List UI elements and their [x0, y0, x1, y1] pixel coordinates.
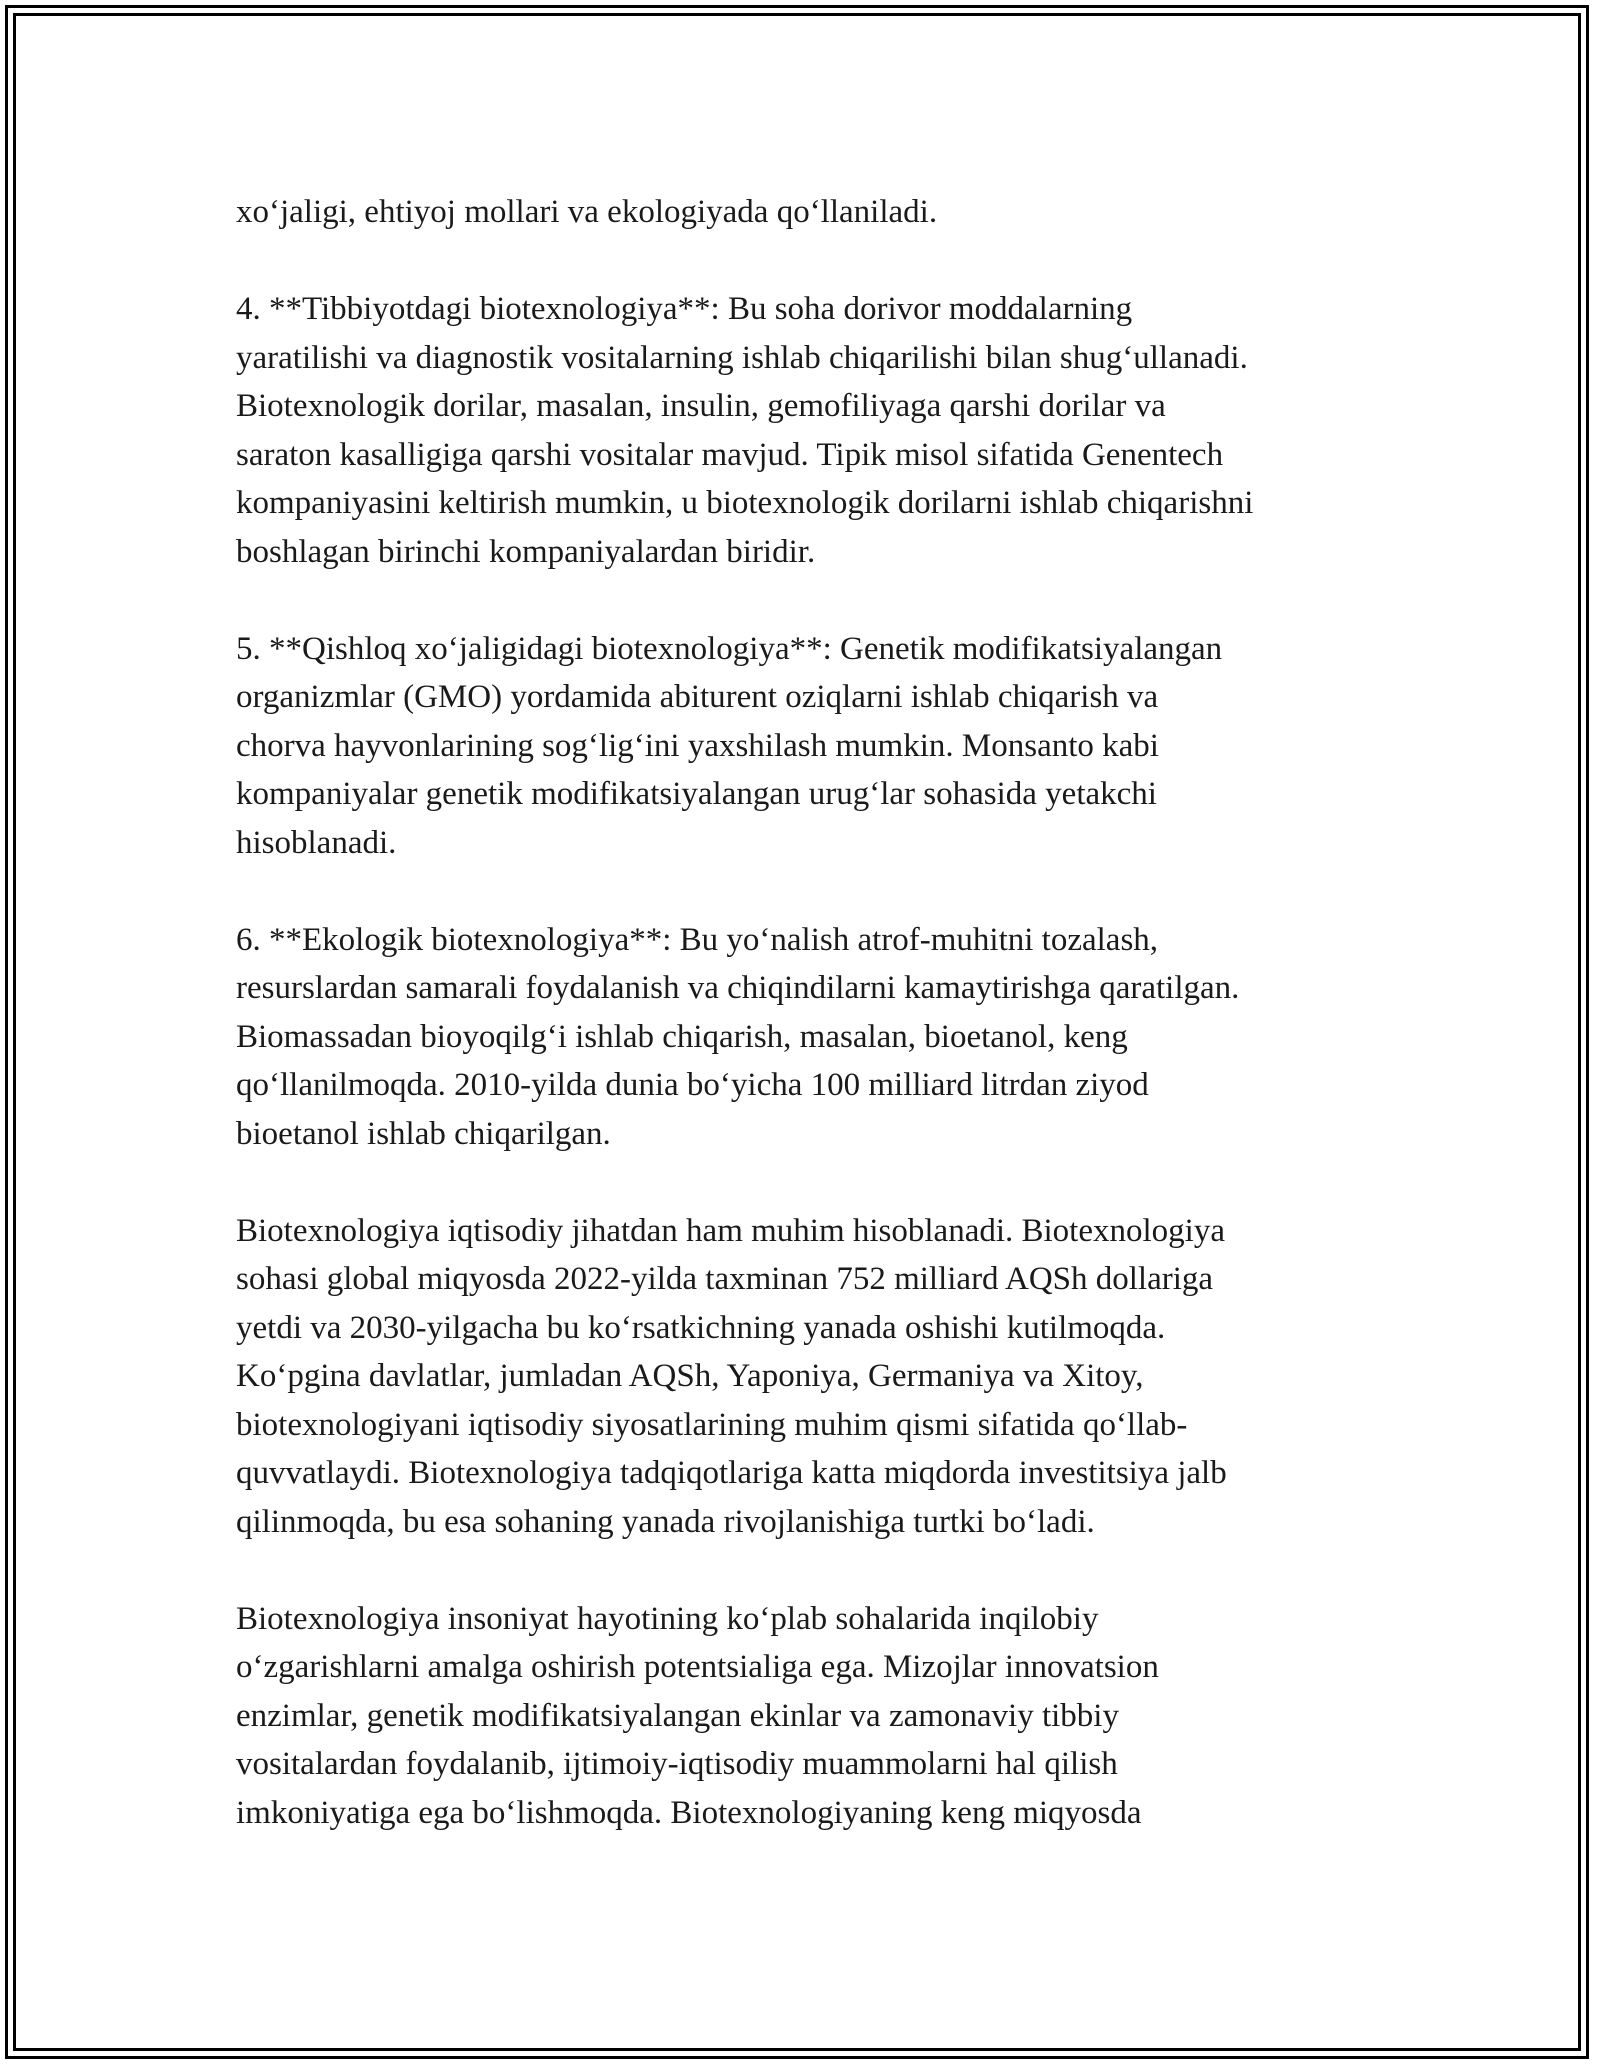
text-line: quvvatlaydi. Biotexnologiya tadqiqotlariga katta miqdorda investitsiya jalb — [236, 1455, 1227, 1491]
text-line: vositalardan foydalanib, ijtimoiy-iqtisodiy muammolarni hal qilish — [236, 1746, 1118, 1782]
text-line: enzimlar, genetik modifikatsiyalangan ekinlar va zamonaviy tibbiy — [236, 1697, 1119, 1734]
paragraph-conclusion — [236, 1595, 1366, 1838]
text-line: organizmlar (GMO) yordamida abiturent oziqlarni ishlab chiqarish va — [236, 679, 1159, 715]
text-line: kompaniyalar genetik modifikatsiyalangan urug‘lar sohasida yetakchi — [236, 776, 1157, 812]
text-line: biotexnologiyani iqtisodiy siyosatlarining muhim qismi sifatida qo‘llab- — [236, 1406, 1188, 1443]
text-line: yaratilishi va diagnostik vositalarning ishlab chiqarilishi bilan shug‘ullanadi. — [236, 339, 1248, 376]
text-line: bioetanol ishlab chiqarilgan. — [236, 1115, 611, 1152]
text-line: boshlagan birinchi kompaniyalardan biridir. — [236, 533, 816, 570]
text-line: o‘zgarishlarni amalga oshirish potentsialiga ega. Mizojlar innovatsion — [236, 1649, 1159, 1685]
paragraph-ecological-biotech — [236, 916, 1366, 1159]
text-line: hisoblanadi. — [236, 824, 397, 861]
text-line: xo‘jaligi, ehtiyoj mollari va ekologiyada qo‘llaniladi. — [236, 194, 938, 230]
paragraph-agricultural-biotech — [236, 625, 1366, 868]
text-line: yetdi va 2030-yilgacha bu ko‘rsatkichning yanada oshishi kutilmoqda. — [236, 1309, 1166, 1346]
text-line: 4. **Tibbiyotdagi biotexnologiya**: Bu soha dorivor moddalarning — [236, 291, 1133, 327]
text-line: Biomassadan bioyoqilg‘i ishlab chiqarish, masalan, bioetanol, keng — [236, 1018, 1128, 1055]
text-line: 6. **Ekologik biotexnologiya**: Bu yo‘nalish atrof-muhitni tozalash, — [236, 921, 1159, 958]
text-line: imkoniyatiga ega bo‘lishmoqda. Biotexnologiyaning keng miqyosda — [236, 1794, 1142, 1831]
text-line: Biotexnologik dorilar, masalan, insulin, gemofiliyaga qarshi dorilar va — [236, 388, 1166, 424]
text-line: Biotexnologiya iqtisodiy jihatdan ham muhim hisoblanadi. Biotexnologiya — [236, 1212, 1225, 1249]
text-line: qilinmoqda, bu esa sohaning yanada rivojlanishiga turtki bo‘ladi. — [236, 1503, 1095, 1540]
text-line: resurslardan samarali foydalanish va chiqindilarni kamaytirishga qaratilgan. — [236, 970, 1240, 1006]
text-line: chorva hayvonlarining sog‘lig‘ini yaxshilash mumkin. Monsanto kabi — [236, 727, 1159, 764]
text-line: Ko‘pgina davlatlar, jumladan AQSh, Yaponiya, Germaniya va Xitoy, — [236, 1358, 1144, 1394]
text-line: Biotexnologiya insoniyat hayotining ko‘plab sohalarida inqilobiy — [236, 1600, 1099, 1637]
paragraph-intro-continuation — [236, 188, 1366, 237]
paragraph-medical-biotech — [236, 285, 1366, 576]
text-line: saraton kasalligiga qarshi vositalar mavjud. Tipik misol sifatida Genentech — [236, 436, 1224, 473]
text-line: kompaniyasini keltirish mumkin, u biotexnologik dorilarni ishlab chiqarishni — [236, 485, 1254, 521]
text-line: qo‘llanilmoqda. 2010-yilda dunia bo‘yicha 100 milliard litrdan ziyod — [236, 1067, 1149, 1103]
text-line: 5. **Qishloq xo‘jaligidagi biotexnologiya**: Genetik modifikatsiyalangan — [236, 630, 1223, 667]
text-line: sohasi global miqyosda 2022-yilda taxminan 752 milliard AQSh dollariga — [236, 1261, 1214, 1297]
paragraph-economic-importance — [236, 1207, 1366, 1547]
document-body — [236, 188, 1366, 1886]
